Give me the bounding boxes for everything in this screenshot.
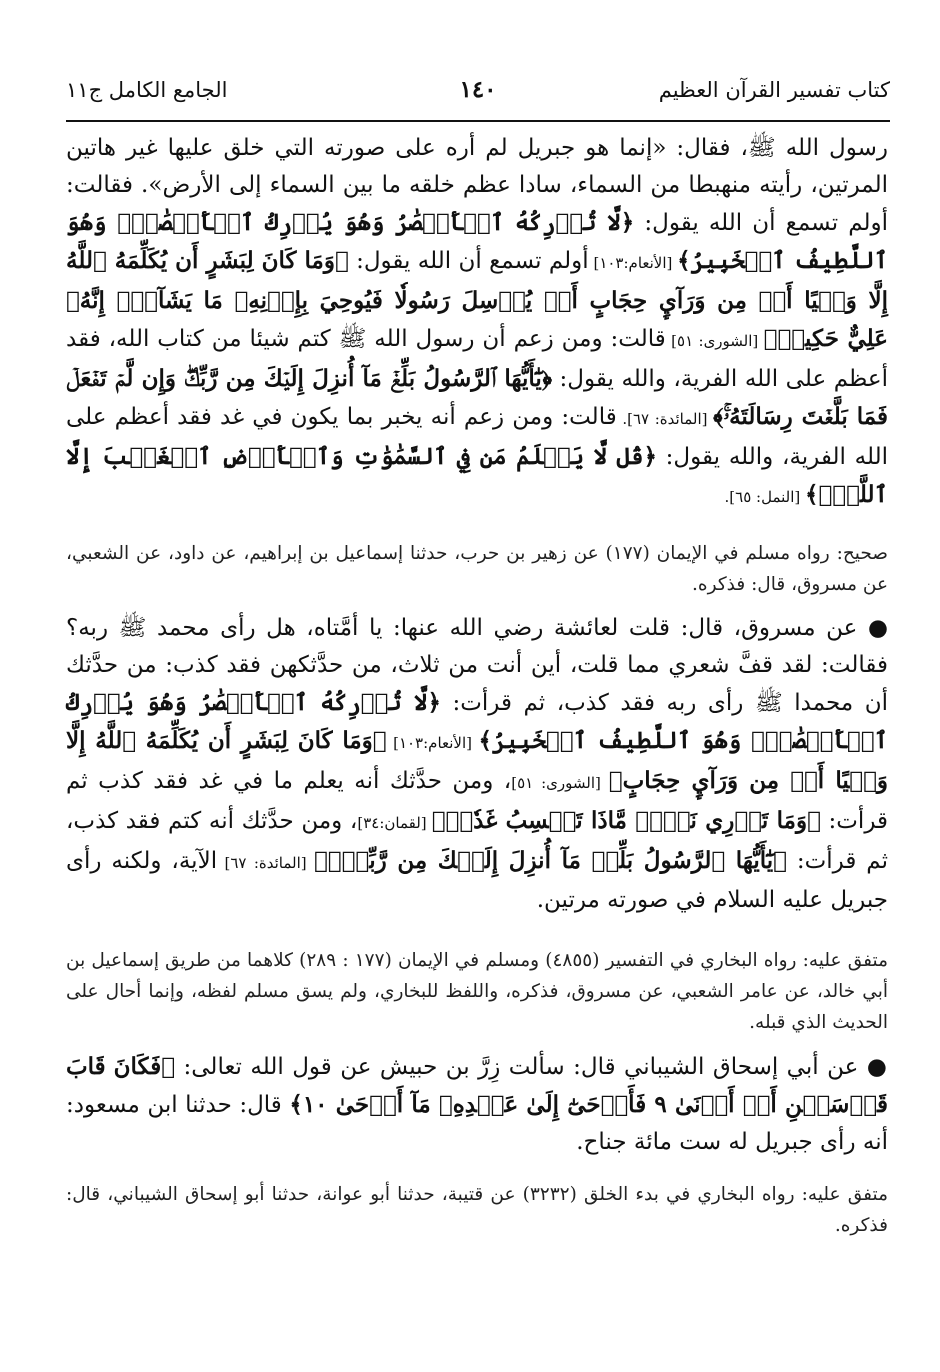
text-run: ● عن مسروق، قال: قلت لعائشة رضي الله عنها: يا أمَّتاه، هل رأى محمد ﷺ ربه؟ فقالت: لقد قفَّ شعري مما قلت، أين أنت من ثلاث، من حدَّثكهن فقد كذب: من حدَّثك أن محمدا ﷺ رأى ربه فقد كذب، ثم قرأت:: [66, 615, 888, 716]
page-number: ١٤٠: [459, 76, 497, 103]
text-run: متفق عليه: رواه البخاري في بدء الخلق (٣٢٣٢) عن قتيبة، حدثنا أبو عوانة، حدثنا أبو إسحاق الشيباني، قال: فذكره.: [66, 1184, 888, 1236]
hadith-block-1: [66, 610, 888, 919]
text-run: صحيح: رواه مسلم في الإيمان (١٧٧) عن زهير بن حرب، حدثنا إسماعيل بن إبراهيم، عن داود، عن الشعبي، عن مسروق، قال: فذكره.: [66, 543, 888, 595]
text-run: الآية، ولكنه رأى جبريل عليه السلام في صورته مرتين.: [66, 848, 888, 913]
quran-verse: ﴿لَّا تُدۡرِكُهُ ٱلۡأَبۡصَٰرُ وَهُوَ يُدۡرِكُ ٱلۡأَبۡصَٰرَۖ وَهُوَ ٱللَّطِيفُ ٱلۡخَبِيرُ﴾: [66, 689, 889, 754]
quran-verse: ﴿وَمَا كَانَ لِبَشَرٍ أَن يُكَلِّمَهُ ٱللَّهُ إِلَّا وَحۡيًا أَوۡ مِن وَرَآيِٕ حِجَابٍ﴾: [66, 727, 889, 794]
text-run: قال: حدثنا ابن مسعود: أنه رأى جبريل له ست مائة جناح.: [66, 1092, 888, 1155]
text-run: قالت: ومن زعم أن رسول الله ﷺ كتم شيئا من كتاب الله، فقد أعظم على الله الفرية، والله يقول:: [66, 326, 889, 392]
verse-reference: [الشورى: ٥١]: [665, 332, 764, 350]
page-body: [66, 130, 888, 1241]
verse-reference: [الأنعام:١٠٣]: [588, 254, 678, 272]
volume-label: الجامع الكامل ج١١: [66, 78, 228, 102]
text-block-1: [66, 130, 888, 516]
verse-reference: [المائدة: ٦٧].: [616, 410, 714, 428]
quran-verse: ﴿يَٰٓأَيُّهَا ٱلرَّسُولُ بَلِّغۡ مَآ أُنزِلَ إِلَيۡكَ مِن رَّبِّكَۖ﴾: [314, 847, 787, 874]
quran-verse: ﴿قُل لَّا يَعۡلَمُ مَن فِي ٱلسَّمَٰوَٰتِ وَٱلۡأَرۡضِ ٱلۡغَيۡبَ إِلَّا ٱللَّهُۚ﴾: [66, 443, 888, 508]
takhrij-note-3: [66, 1179, 888, 1241]
takhrij-note-1: [66, 538, 888, 600]
takhrij-note-2: [66, 945, 888, 1038]
text-run: ، ومن حدَّثك أنه كتم فقد كذب، ثم قرأت:: [66, 808, 888, 874]
text-run: ● عن أبي إسحاق الشيباني قال: سألت زِرَّ بن حبيش عن قول الله تعالى:: [175, 1054, 888, 1080]
verse-reference: [الشورى: ٥١]: [511, 774, 609, 792]
verse-reference: [لقمان:٣٤]: [357, 814, 432, 832]
text-run: متفق عليه: رواه البخاري في التفسير (٤٨٥٥) ومسلم في الإيمان (١٧٧ : ٢٨٩) كلاهما من طريق إسماعيل بن أبي خالد، عن عامر الشعبي، عن مسروق، فذكره، واللفظ للبخاري، ولم يسق مسلم لفظه، وإنما أحال على الحديث الذي قبله.: [66, 950, 888, 1033]
hadith-block-2: [66, 1048, 888, 1161]
quran-verse: ﴿لَّا تُدۡرِكُهُ ٱلۡأَبۡصَٰرُ وَهُوَ يُدۡرِكُ ٱلۡأَبۡصَٰرَۖ وَهُوَ ٱللَّطِيفُ ٱلۡخَبِيرُ﴾: [66, 209, 888, 274]
verse-reference: [النمل: ٦٥].: [724, 488, 806, 506]
text-run: أولم تسمع أن الله يقول:: [348, 248, 589, 274]
page-header: [66, 70, 890, 114]
verse-reference: [الأنعام:١٠٣]: [386, 734, 479, 752]
verse-reference: [المائدة: ٦٧]: [217, 854, 314, 872]
quran-verse: ﴿فَكَانَ قَابَ قَوۡسَيۡنِ أَوۡ أَدۡنَىٰ ٩ فَأَوۡحَىٰٓ إِلَىٰ عَبۡدِهِۦ مَآ أَوۡحَىٰ ١٠﴾: [66, 1053, 889, 1118]
quran-verse: ﴿يَٰٓأَيُّهَا ٱلرَّسُولُ بَلِّغۡ مَآ أُنزِلَ إِلَيۡكَ مِن رَّبِّكَۖ وَإِن لَّمۡ تَفۡعَلۡ فَمَا بَلَّغۡتَ رِسَالَتَهُۥۚ﴾: [66, 365, 888, 430]
book-title: كتاب تفسير القرآن العظيم: [658, 78, 890, 102]
text-run: قالت: ومن زعم أنه يخبر بما يكون في غد فقد أعظم على الله الفرية، والله يقول:: [66, 404, 888, 470]
quran-verse: ﴿وَمَا كَانَ لِبَشَرٍ أَن يُكَلِّمَهُ ٱللَّهُ إِلَّا وَحۡيًا أَوۡ مِن وَرَآيِٕ حِجَابٍ أَوۡ يُرۡسِلَ رَسُولٗا فَيُوحِيَ بِإِذۡنِهِۦ مَا يَشَآءُۚ إِنَّهُۥ عَلِيٌّ حَكِيمٞ﴾: [66, 247, 889, 352]
quran-verse: ﴿وَمَا تَدۡرِي نَفۡسٞ مَّاذَا تَكۡسِبُ غَدٗاۖ﴾: [431, 807, 821, 834]
header-rule: [66, 120, 890, 122]
text-run: ، ومن حدَّثك أنه يعلم ما في غد فقد كذب ثم قرأت:: [66, 768, 889, 834]
text-run: رسول الله ﷺ، فقال: «إنما هو جبريل لم أره على صورته التي خلق عليها غير هاتين المرتين، رأيته منهبطا من السماء، سادا عظم خلقه ما بين السماء إلى الأرض». فقالت: أولم تسمع أن الله يقول:: [66, 135, 889, 236]
